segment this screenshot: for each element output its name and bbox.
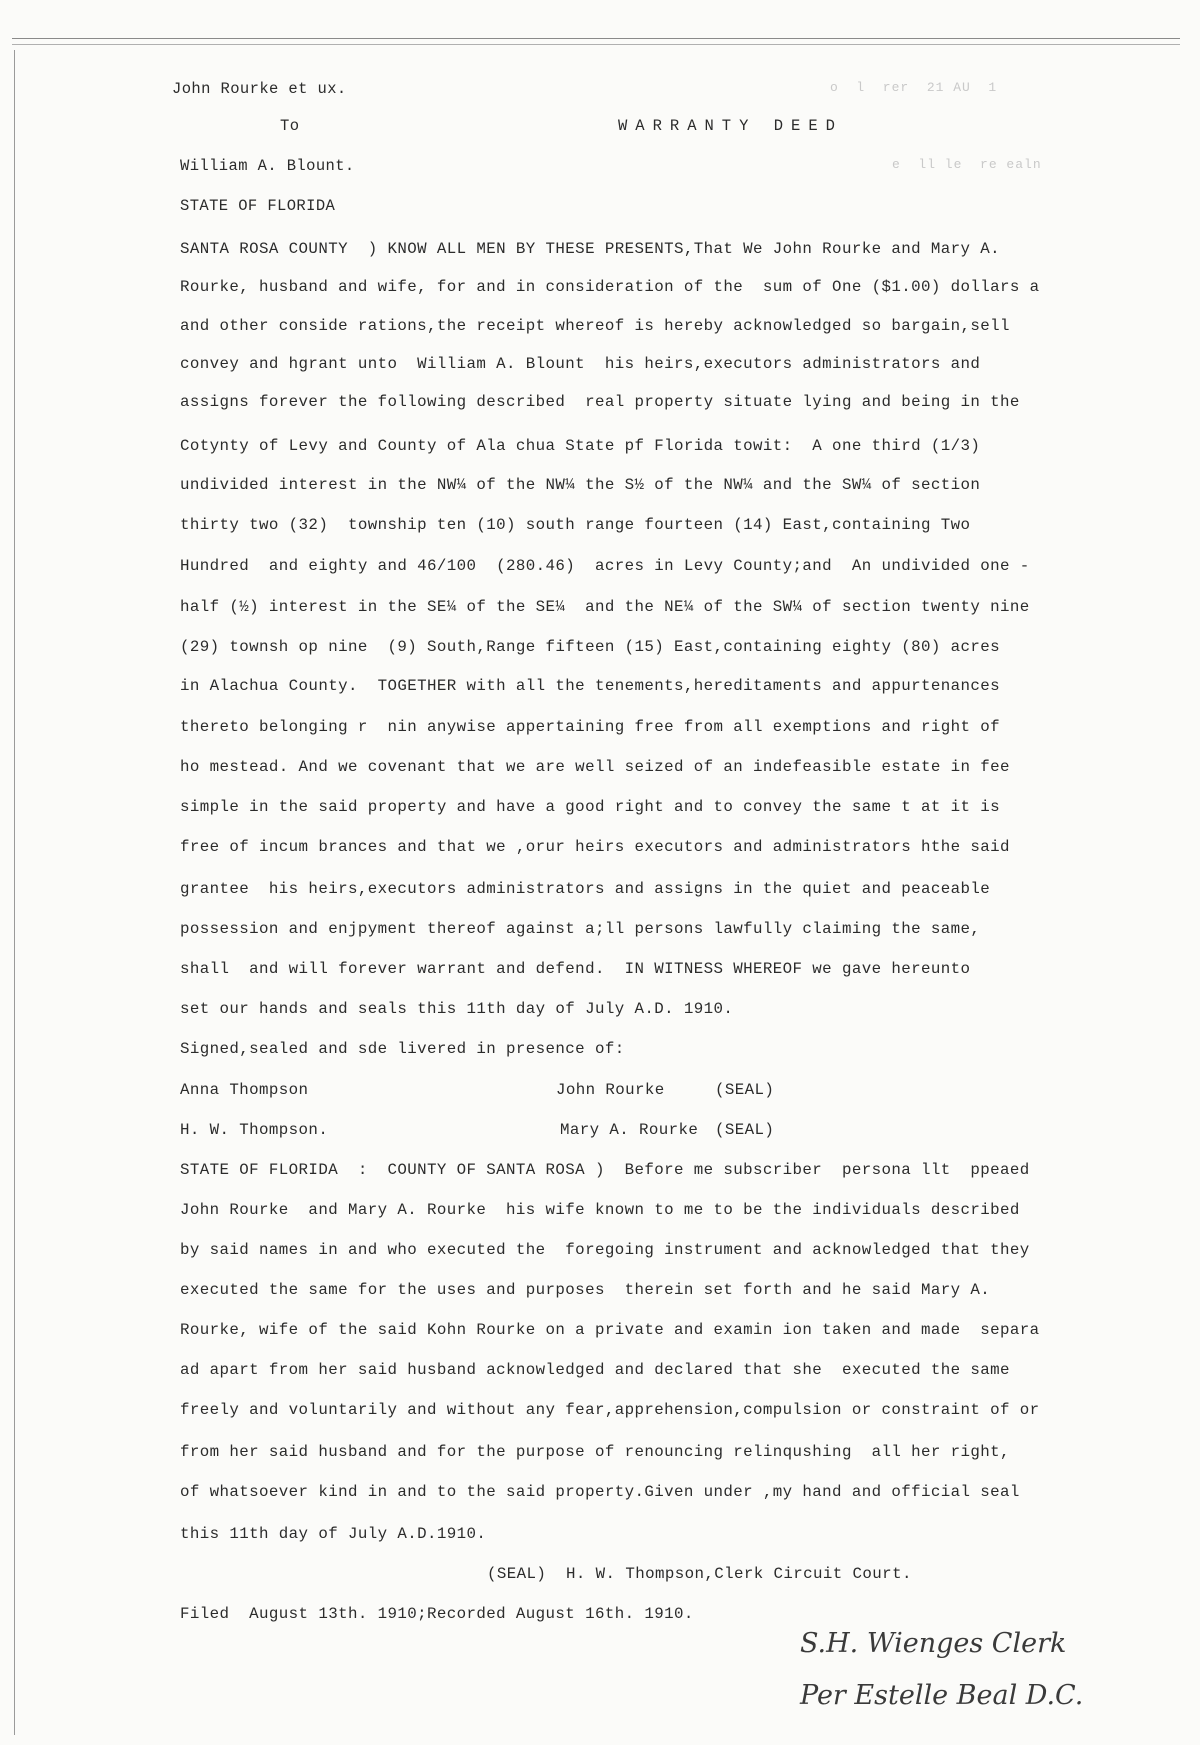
handwritten-deputy-signature: Per Estelle Beal D.C. (800, 1680, 1084, 1711)
deed-body-line: grantee his heirs,executors administrators and assigns in the quiet and peaceable (180, 880, 991, 898)
witness-name: Anna Thompson (180, 1081, 309, 1099)
acknowledgment-line: from her said husband and for the purpose of renouncing relinqushing all her right, (180, 1443, 1010, 1461)
handwritten-clerk-signature: S.H. Wienges Clerk (800, 1628, 1067, 1659)
filed-recorded-line: Filed August 13th. 1910;Recorded August 16th. 1910. (180, 1605, 694, 1623)
acknowledgment-line: Rourke, wife of the said Kohn Rourke on a private and examin ion taken and made separa (180, 1321, 1040, 1339)
acknowledgment-line: by said names in and who executed the foregoing instrument and acknowledged that they (180, 1241, 1030, 1259)
acknowledgment-line: executed the same for the uses and purposes therein set forth and he said Mary A. (180, 1281, 991, 1299)
deed-body-line: half (½) interest in the SE¼ of the SE¼ and the NE¼ of the SW¼ of section twenty nine (180, 598, 1030, 616)
deed-body-line: assigns forever the following described real property situate lying and being in the (180, 393, 1020, 411)
acknowledgment-line: of whatsoever kind in and to the said property.Given under ,my hand and official seal (180, 1483, 1020, 1501)
deed-body-line: and other conside rations,the receipt whereof is hereby acknowledged so bargain,sell (180, 317, 1010, 335)
deed-body-line: free of incum brances and that we ,orur heirs executors and administrators hthe said (180, 838, 1010, 856)
deed-body-line: possession and enjpyment thereof against a;ll persons lawfully claiming the same, (180, 920, 981, 938)
deed-body-line: shall and will forever warrant and defend. IN WITNESS WHEREOF we gave hereunto (180, 960, 971, 978)
state-line: STATE OF FLORIDA (180, 197, 336, 215)
document-title: WARRANTY DEED (618, 117, 843, 135)
acknowledgment-line: this 11th day of July A.D.1910. (180, 1525, 487, 1543)
deed-body-line: set our hands and seals this 11th day of July A.D. 1910. (180, 1000, 734, 1018)
left-frame-line (14, 50, 15, 1735)
deed-body-line: Cotynty of Levy and County of Ala chua State pf Florida towit: A one third (1/3) (180, 437, 981, 455)
grantor-line: John Rourke et ux. (172, 80, 347, 98)
deed-body-line: simple in the said property and have a good right and to convey the same t at it is (180, 798, 1001, 816)
top-rule-secondary (12, 44, 1180, 45)
seal-mark: (SEAL) (715, 1081, 775, 1099)
bleed-through-text: o l rer 21 AU 1 (830, 80, 998, 95)
deed-body-line: Hundred and eighty and 46/100 (280.46) acres in Levy County;and An undivided one - (180, 557, 1030, 575)
deed-body-line: SANTA ROSA COUNTY ) KNOW ALL MEN BY THESE PRESENTS,That We John Rourke and Mary A. (180, 240, 1001, 258)
seal-mark: (SEAL) (715, 1121, 775, 1139)
to-label: To (280, 117, 300, 135)
acknowledgment-line: freely and voluntarily and without any fear,apprehension,compulsion or constraint of or (180, 1401, 1040, 1419)
signer-name: John Rourke (556, 1081, 665, 1099)
acknowledgment-line: STATE OF FLORIDA : COUNTY OF SANTA ROSA ) Before me subscriber persona llt ppeaed (180, 1161, 1030, 1179)
witness-name: H. W. Thompson. (180, 1121, 329, 1139)
deed-body-line: Rourke, husband and wife, for and in consideration of the sum of One ($1.00) dollars a (180, 278, 1040, 296)
signer-name: Mary A. Rourke (560, 1121, 699, 1139)
clerk-line: (SEAL) H. W. Thompson,Clerk Circuit Court. (487, 1565, 912, 1583)
deed-body-line: ho mestead. And we covenant that we are well seized of an indefeasible estate in fee (180, 758, 1010, 776)
deed-body-line: (29) townsh op nine (9) South,Range fifteen (15) East,containing eighty (80) acres (180, 638, 1001, 656)
deed-body-line: thirty two (32) township ten (10) south range fourteen (14) East,containing Two (180, 516, 971, 534)
deed-body-line: undivided interest in the NW¼ of the NW¼ the S½ of the NW¼ and the SW¼ of section (180, 476, 981, 494)
grantee-line: William A. Blount. (180, 157, 355, 175)
acknowledgment-line: ad apart from her said husband acknowledged and declared that she executed the same (180, 1361, 1010, 1379)
bleed-through-text: e ll le re ealn (892, 157, 1042, 172)
deed-body-line: Signed,sealed and sde livered in presence of: (180, 1040, 625, 1058)
top-rule (12, 38, 1180, 39)
acknowledgment-line: John Rourke and Mary A. Rourke his wife known to me to be the individuals described (180, 1201, 1020, 1219)
deed-body-line: in Alachua County. TOGETHER with all the tenements,hereditaments and appurtenances (180, 677, 1001, 695)
deed-body-line: convey and hgrant unto William A. Blount his heirs,executors administrators and (180, 355, 981, 373)
deed-body-line: thereto belonging r nin anywise appertaining free from all exemptions and right of (180, 718, 1001, 736)
